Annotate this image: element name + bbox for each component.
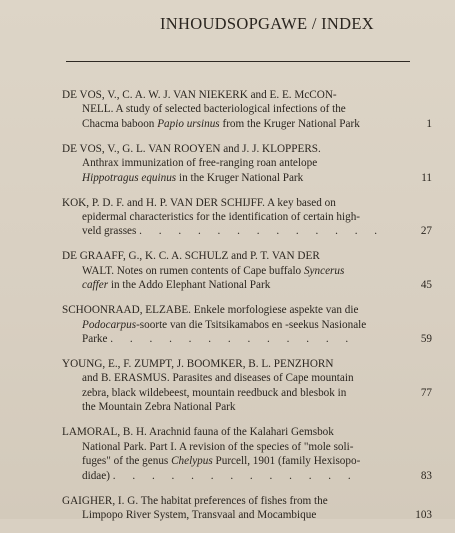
entry-line: Anthrax immunization of free-ranging roan antelope: [82, 157, 318, 170]
index-entry: [62, 196, 432, 239]
page-heading: INHOUDSOPGAWE / INDEX: [160, 14, 374, 33]
index-entry: [62, 303, 432, 346]
entry-line: WALT. Notes on rumen contents of Cape buffalo Syncerus: [82, 264, 345, 277]
entry-line: Chacma baboon Papio ursinus from the Kruger National Park: [82, 117, 360, 130]
entry-page-number: 1: [426, 117, 432, 130]
index-entry: [62, 494, 432, 523]
entry-line: and B. ERASMUS. Parasites and diseases of Cape mountain: [82, 372, 354, 385]
index-entry: [62, 357, 432, 415]
entry-line: NELL. A study of selected bacteriological infections of the: [82, 103, 346, 116]
entry-line: Hippotragus equinus in the Kruger National Park: [82, 171, 304, 184]
entry-line: SCHOONRAAD, ELZABE. Enkele morfologiese aspekte van die: [62, 304, 359, 317]
entry-line: DE VOS, V., C. A. W. J. VAN NIEKERK and E. E. McCON-: [62, 89, 337, 101]
entry-line: DE VOS, V., G. L. VAN ROOYEN and J. J. KLOPPERS.: [62, 142, 321, 155]
entry-line: YOUNG, E., F. ZUMPT, J. BOOMKER, B. L. PENZHORN: [62, 358, 334, 371]
entry-line: KOK, P. D. F. and H. P. VAN DER SCHIJFF. A key based on: [62, 196, 336, 209]
entry-line: Limpopo River System, Transvaal and Mocambique: [82, 508, 317, 521]
entry-line: fuges" of the genus Chelypus Purcell, 1901 (family Hexisopo-: [82, 455, 361, 468]
entry-line: GAIGHER, I. G. The habitat preferences of fishes from the: [62, 494, 328, 507]
entry-line: LAMORAL, B. H. Arachnid fauna of the Kalahari Gemsbok: [62, 426, 334, 439]
entry-page-number: 45: [420, 279, 432, 292]
index-entry: [62, 249, 432, 292]
index-entry: [62, 142, 432, 185]
heading-rule: [66, 61, 410, 62]
entry-line: Parke . . . . . . . . . . . . .: [82, 333, 356, 346]
index-list: [62, 88, 432, 533]
entry-page-number: 11: [421, 171, 432, 184]
entry-line: didae) . . . . . . . . . . . . .: [82, 469, 358, 482]
entry-page-number: 77: [420, 387, 432, 400]
index-entry: [62, 425, 432, 483]
index-entry: [62, 88, 432, 131]
entry-line: DE GRAAFF, G., K. C. A. SCHULZ and P. T. VAN DER: [62, 250, 320, 263]
entry-line: caffer in the Addo Elephant National Park: [82, 279, 271, 292]
entry-page-number: 103: [415, 508, 432, 521]
entry-page-number: 83: [420, 469, 432, 482]
entry-line: National Park. Part I. A revision of the species of "mole soli-: [82, 440, 354, 453]
entry-line: Podocarpus-soorte van die Tsitsikamabos en -seekus Nasionale: [82, 318, 367, 331]
entry-line: epidermal characteristics for the identification of certain high-: [82, 211, 361, 224]
entry-page-number: 27: [420, 225, 432, 238]
entry-page-number: 59: [420, 333, 432, 346]
entry-line: veld grasses . . . . . . . . . . . . .: [82, 225, 385, 238]
entry-line: zebra, black wildebeest, mountain reedbuck and blesbok in: [82, 386, 347, 399]
entry-line: the Mountain Zebra National Park: [82, 401, 236, 414]
